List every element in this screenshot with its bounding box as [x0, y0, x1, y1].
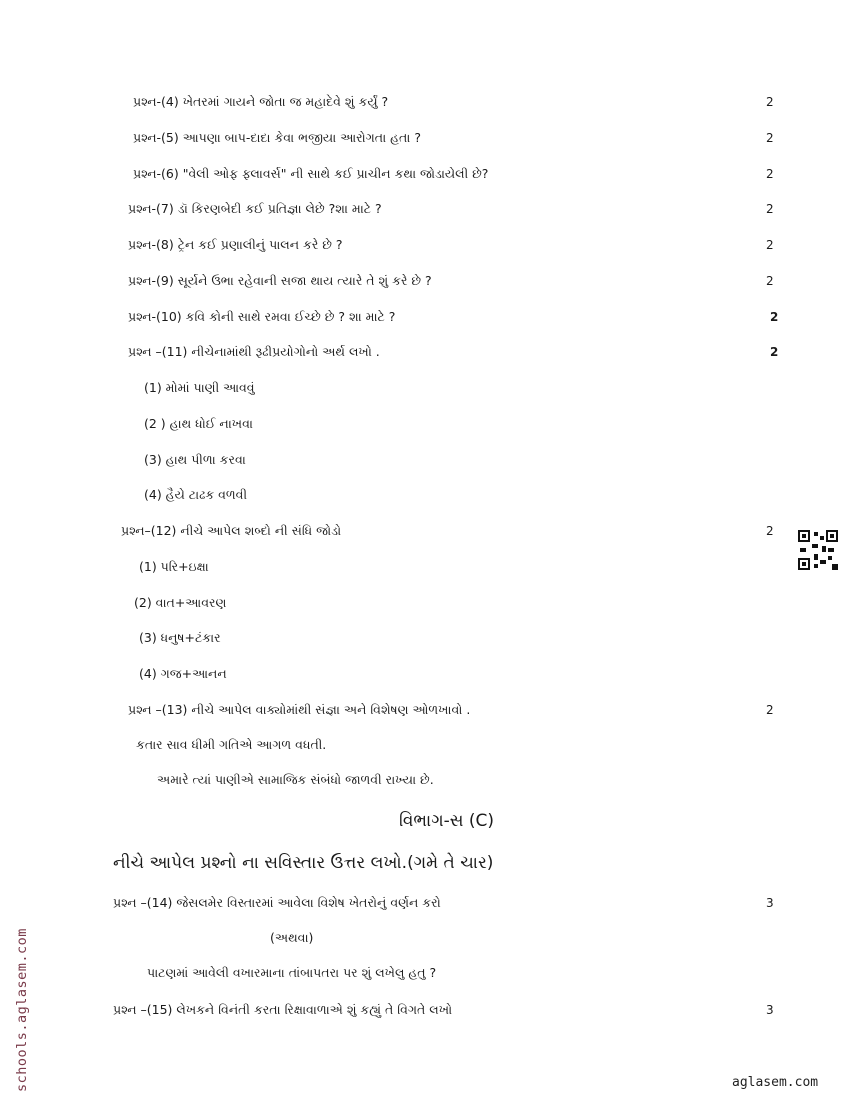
marks-11: 2: [770, 345, 779, 359]
idiom-1: (1) મોમાં પાણી આવવું: [144, 380, 255, 395]
marks-9: 2: [766, 274, 774, 288]
question-12: પ્રશ્ન–(12) નીચે આપેલ શબ્દો ની સંધિ જોડો: [121, 523, 342, 538]
marks-14: 3: [766, 896, 774, 910]
question-7: પ્રશ્ન-(7) ડૉ કિરણબેદી કઈ પ્રતિજ્ઞા લેછે ?શા માટે ?: [128, 201, 382, 216]
idiom-4: (4) હૈયે ટાઢક વળવી: [144, 487, 248, 502]
sentence-2: અમારે ત્યાં પાણીએ સામાજિક સંબંધો જાળવી રાખ્યા છે.: [157, 772, 434, 787]
idiom-3: (3) હાથ પીળા કરવા: [144, 452, 246, 467]
question-15: પ્રશ્ન –(15) લેખકને વિનંતી કરતા રિક્ષાવાળાએ શું કહ્યું તે વિગતે લખો: [113, 1002, 453, 1017]
bottom-watermark: aglasem.com: [732, 1075, 819, 1090]
question-14-alternate: પાટણમાં આવેલી વખારમાના તાંબાપતરા પર શું લખેલુ હતુ ?: [147, 965, 437, 980]
sentence-1: કતાર સાવ ધીમી ગતિએ આગળ વધતી.: [136, 737, 327, 752]
question-9: પ્રશ્ન-(9) સૂર્યને ઉભા રહેવાની સજા થાય ત્યારે તે શું કરે છે ?: [128, 273, 432, 288]
marks-12: 2: [766, 524, 774, 538]
marks-5: 2: [766, 131, 774, 145]
question-11: પ્રશ્ન –(11) નીચેનામાંથી રૂઢીપ્રયોગોનો અર્થ લખો .: [128, 344, 380, 359]
idiom-2: (2 ) હાથ ધોઈ નાખવા: [144, 416, 253, 431]
question-5: પ્રશ્ન-(5) આપણા બાપ-દાદા કેવા ભજીયા આરોગતા હતા ?: [133, 130, 421, 145]
sandhi-3: (3) ધનુષ+ટંકાર: [139, 630, 221, 645]
marks-6: 2: [766, 167, 774, 181]
question-6: પ્રશ્ન-(6) "વેલી ઓફ ફ્લાવર્સ" ની સાથે કઈ પ્રાચીન કથા જોડાયેલી છે?: [133, 166, 489, 181]
marks-7: 2: [766, 202, 774, 216]
question-8: પ્રશ્ન-(8) ટ્રેન કઈ પ્રણાલીનું પાલન કરે છે ?: [128, 237, 343, 252]
question-13: પ્રશ્ન –(13) નીચે આપેલ વાક્યોમાંથી સંજ્ઞા અને વિશેષણ ઓળખાવો .: [128, 702, 471, 717]
sandhi-2: (2) વાત+આવરણ: [134, 595, 227, 610]
marks-10: 2: [770, 310, 779, 324]
marks-13: 2: [766, 703, 774, 717]
section-instruction: નીચે આપેલ પ્રશ્નો ના સવિસ્તાર ઉત્તર લખો.(ગમે તે ચાર): [113, 853, 494, 873]
marks-8: 2: [766, 238, 774, 252]
or-label: (અથવા): [270, 930, 314, 945]
marks-15: 3: [766, 1003, 774, 1017]
question-14: પ્રશ્ન –(14) જેસલમેર વિસ્તારમાં આવેલા વિશેષ ખેતરોનું વર્ણન કરો: [113, 895, 441, 910]
question-10: પ્રશ્ન-(10) કવિ કોની સાથે રમવા ઈચ્છે છે ? શા માટે ?: [128, 309, 396, 324]
marks-4: 2: [766, 95, 774, 109]
qr-code-icon: [798, 530, 838, 570]
question-4: પ્રશ્ન-(4) ખેતરમાં ગાયને જોતા જ મહાદેવે શું કર્યું ?: [133, 94, 389, 109]
sandhi-4: (4) ગજ+આનન: [139, 666, 227, 681]
side-watermark: schools.aglasem.com: [14, 928, 30, 1092]
section-title: વિભાગ-સ (C): [399, 811, 495, 831]
sandhi-1: (1) પરિ+ઇક્ષા: [139, 559, 209, 574]
